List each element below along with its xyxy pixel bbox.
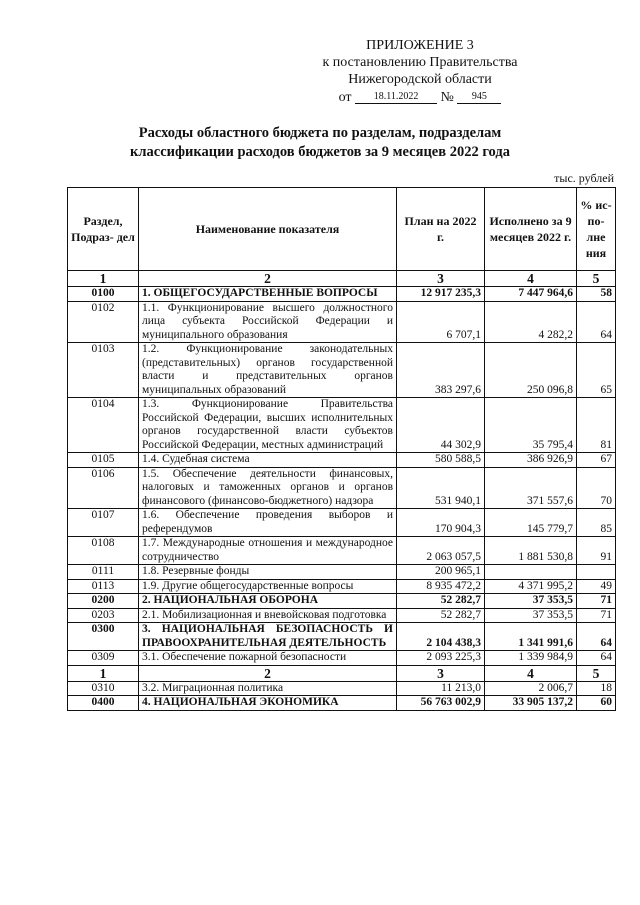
plan-cell: 2 093 225,3 — [397, 651, 485, 666]
section-code-cell: 0107 — [68, 509, 139, 537]
plan-cell: 580 588,5 — [397, 453, 485, 468]
table-row — [68, 453, 616, 468]
executed-cell: 37 353,5 — [485, 608, 577, 623]
plan-cell: 2 104 438,3 — [397, 623, 485, 651]
percent-cell: 65 — [577, 343, 616, 398]
table-header-row — [68, 188, 616, 271]
column-number: 4 — [485, 665, 577, 681]
percent-cell: 67 — [577, 453, 616, 468]
plan-cell: 170 904,3 — [397, 509, 485, 537]
document-title-line-1: Расходы областного бюджета по разделам, подразделам — [138, 125, 502, 141]
section-code-cell: 0102 — [68, 301, 139, 343]
column-number: 2 — [139, 665, 397, 681]
table-row — [68, 301, 616, 343]
table-row — [68, 594, 616, 609]
units-label: тыс. рублей — [554, 171, 614, 185]
indicator-name-cell: 1.4. Судебная система — [139, 453, 397, 468]
section-code-cell: 0203 — [68, 608, 139, 623]
executed-cell: 35 795,4 — [485, 398, 577, 453]
percent-cell: 81 — [577, 398, 616, 453]
executed-cell: 4 371 995,2 — [485, 579, 577, 594]
section-code-cell: 0108 — [68, 537, 139, 565]
percent-cell: 49 — [577, 579, 616, 594]
section-code-cell: 0111 — [68, 565, 139, 580]
executed-cell: 4 282,2 — [485, 301, 577, 343]
column-number: 3 — [397, 271, 485, 287]
indicator-name-cell: 2.1. Мобилизационная и вневойсковая подготовка — [139, 608, 397, 623]
section-code-cell: 0400 — [68, 696, 139, 711]
indicator-name-cell: 1.3. Функционирование Правительства Российской Федерации, высших исполнительных органов государственной власти субъектов Российской Федерации, местных администраций — [139, 398, 397, 453]
plan-cell: 52 282,7 — [397, 608, 485, 623]
percent-cell: 64 — [577, 301, 616, 343]
plan-cell: 52 282,7 — [397, 594, 485, 609]
plan-cell: 383 297,6 — [397, 343, 485, 398]
indicator-name-cell: 1.6. Обеспечение проведения выборов и референдумов — [139, 509, 397, 537]
decree-number: 945 — [457, 91, 501, 104]
appendix-line-3: Нижегородской области — [348, 72, 492, 87]
indicator-name-cell: 1.1. Функционирование высшего должностного лица субъекта Российской Федерации и муниципального образования — [139, 301, 397, 343]
column-number: 3 — [397, 665, 485, 681]
indicator-name-cell: 1.2. Функционирование законодательных (представительных) органов государственной власти и представительных органов муниципальных образований — [139, 343, 397, 398]
indicator-name-cell: 1.8. Резервные фонды — [139, 565, 397, 580]
column-number: 4 — [485, 271, 577, 287]
executed-cell — [485, 565, 577, 580]
plan-cell: 531 940,1 — [397, 467, 485, 509]
column-number-row — [68, 665, 616, 681]
plan-cell: 12 917 235,3 — [397, 287, 485, 302]
number-sign: № — [440, 90, 454, 105]
plan-cell: 6 707,1 — [397, 301, 485, 343]
executed-cell: 386 926,9 — [485, 453, 577, 468]
header-plan: План на 2022 г. — [397, 188, 485, 271]
column-number: 5 — [577, 271, 616, 287]
indicator-name-cell: 1.7. Международные отношения и международное сотрудничество — [139, 537, 397, 565]
percent-cell: 64 — [577, 623, 616, 651]
header-percent: % ис- по- лне ния — [577, 188, 616, 271]
document-title — [90, 124, 550, 162]
appendix-line-2: к постановлению Правительства — [322, 55, 518, 70]
column-number-row — [68, 271, 616, 287]
plan-cell: 11 213,0 — [397, 681, 485, 696]
column-number: 1 — [68, 271, 139, 287]
header-indicator-name: Наименование показателя — [139, 188, 397, 271]
section-code-cell: 0310 — [68, 681, 139, 696]
section-code-cell: 0200 — [68, 594, 139, 609]
percent-cell: 70 — [577, 467, 616, 509]
percent-cell: 64 — [577, 651, 616, 666]
table-row — [68, 681, 616, 696]
section-code-cell: 0105 — [68, 453, 139, 468]
executed-cell: 2 006,7 — [485, 681, 577, 696]
percent-cell: 85 — [577, 509, 616, 537]
executed-cell: 33 905 137,2 — [485, 696, 577, 711]
table-body — [68, 287, 616, 711]
table-row — [68, 343, 616, 398]
percent-cell: 71 — [577, 594, 616, 609]
section-code-cell: 0309 — [68, 651, 139, 666]
executed-cell: 145 779,7 — [485, 509, 577, 537]
indicator-name-cell: 3.2. Миграционная политика — [139, 681, 397, 696]
percent-cell — [577, 565, 616, 580]
percent-cell: 71 — [577, 608, 616, 623]
plan-cell: 2 063 057,5 — [397, 537, 485, 565]
section-code-cell: 0106 — [68, 467, 139, 509]
table-row — [68, 608, 616, 623]
executed-cell: 37 353,5 — [485, 594, 577, 609]
plan-cell: 44 302,9 — [397, 398, 485, 453]
table-row — [68, 579, 616, 594]
column-number: 5 — [577, 665, 616, 681]
table-row — [68, 467, 616, 509]
table-row — [68, 509, 616, 537]
table-row — [68, 287, 616, 302]
date-prefix: от — [338, 90, 352, 105]
executed-cell: 1 341 991,6 — [485, 623, 577, 651]
indicator-name-cell: 1. ОБЩЕГОСУДАРСТВЕННЫЕ ВОПРОСЫ — [139, 287, 397, 302]
indicator-name-cell: 1.9. Другие общегосударственные вопросы — [139, 579, 397, 594]
table-row — [68, 696, 616, 711]
section-code-cell: 0104 — [68, 398, 139, 453]
section-code-cell: 0300 — [68, 623, 139, 651]
header-executed: Исполнено за 9 месяцев 2022 г. — [485, 188, 577, 271]
percent-cell: 91 — [577, 537, 616, 565]
plan-cell: 56 763 002,9 — [397, 696, 485, 711]
table-row — [68, 623, 616, 651]
header-section-code: Раздел, Подраз- дел — [68, 188, 139, 271]
percent-cell: 58 — [577, 287, 616, 302]
indicator-name-cell: 2. НАЦИОНАЛЬНАЯ ОБОРОНА — [139, 594, 397, 609]
executed-cell: 1 339 984,9 — [485, 651, 577, 666]
table-row — [68, 537, 616, 565]
section-code-cell: 0100 — [68, 287, 139, 302]
indicator-name-cell: 4. НАЦИОНАЛЬНАЯ ЭКОНОМИКА — [139, 696, 397, 711]
executed-cell: 1 881 530,8 — [485, 537, 577, 565]
section-code-cell: 0103 — [68, 343, 139, 398]
budget-table — [67, 187, 616, 711]
appendix-title: ПРИЛОЖЕНИЕ 3 — [366, 38, 474, 53]
indicator-name-cell: 3. НАЦИОНАЛЬНАЯ БЕЗОПАСНОСТЬ И ПРАВООХРАНИТЕЛЬНАЯ ДЕЯТЕЛЬНОСТЬ — [139, 623, 397, 651]
executed-cell: 7 447 964,6 — [485, 287, 577, 302]
executed-cell: 371 557,6 — [485, 467, 577, 509]
indicator-name-cell: 3.1. Обеспечение пожарной безопасности — [139, 651, 397, 666]
decree-reference — [300, 89, 540, 106]
decree-date: 18.11.2022 — [355, 91, 437, 104]
column-number: 1 — [68, 665, 139, 681]
percent-cell: 60 — [577, 696, 616, 711]
column-number: 2 — [139, 271, 397, 287]
table-row — [68, 651, 616, 666]
indicator-name-cell: 1.5. Обеспечение деятельности финансовых, налоговых и таможенных органов и органов финансового (финансово-бюджетного) надзора — [139, 467, 397, 509]
table-row — [68, 398, 616, 453]
executed-cell: 250 096,8 — [485, 343, 577, 398]
section-code-cell: 0113 — [68, 579, 139, 594]
plan-cell: 200 965,1 — [397, 565, 485, 580]
document-title-line-2: классификации расходов бюджетов за 9 месяцев 2022 года — [130, 144, 510, 160]
plan-cell: 8 935 472,2 — [397, 579, 485, 594]
percent-cell: 18 — [577, 681, 616, 696]
table-row — [68, 565, 616, 580]
